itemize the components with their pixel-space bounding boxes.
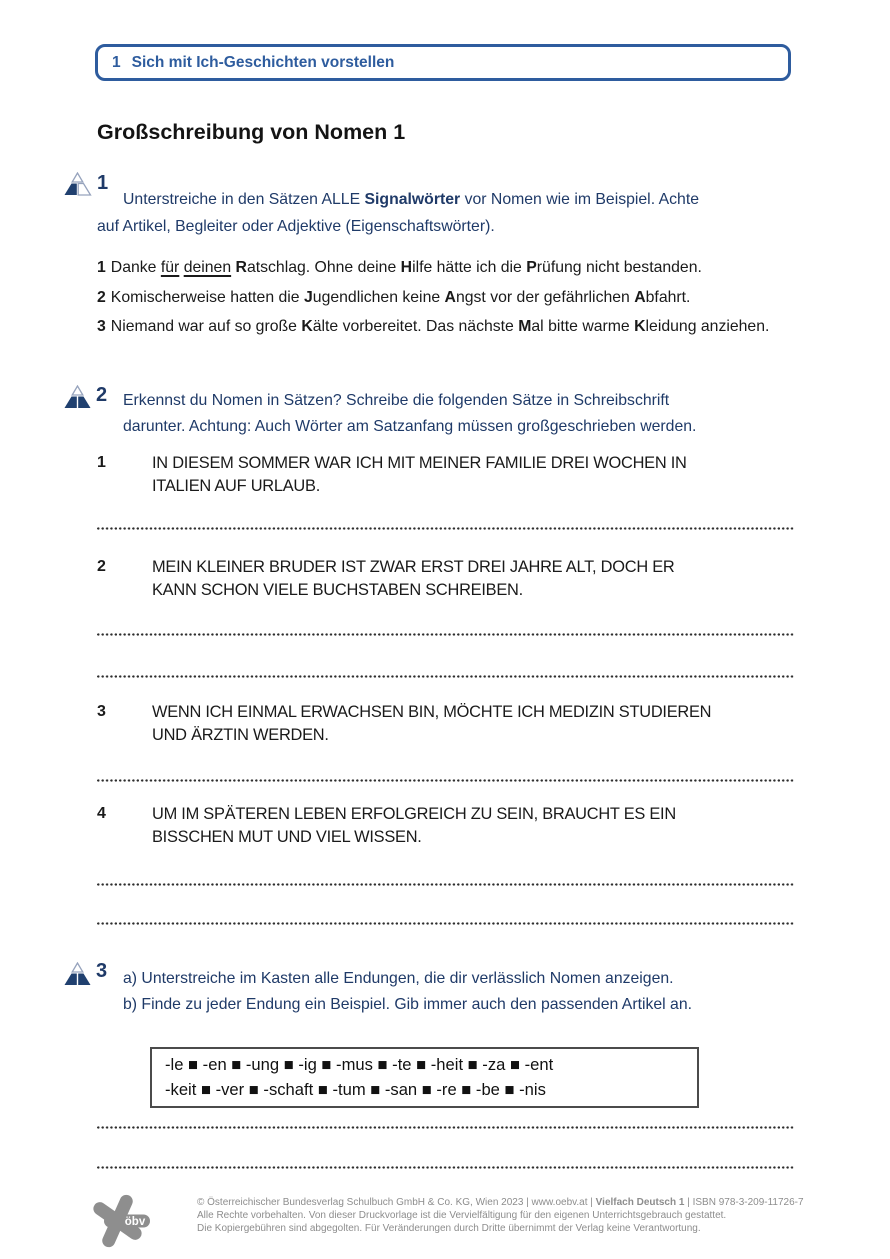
item-text-line: WENN ICH EINMAL ERWACHSEN BIN, MÖCHTE ICH MEDIZIN STUDIEREN — [152, 703, 712, 721]
item-text-line: IN DIESEM SOMMER WAR ICH MIT MEINER FAMILIE DREI WOCHEN IN — [152, 454, 687, 472]
task-1-instruction — [97, 186, 811, 240]
task-1-instruction-line-2: auf Artikel, Begleiter oder Adjektive (Eigenschaftswörter). — [97, 218, 495, 235]
oebv-logo — [90, 1190, 152, 1252]
task-3-number: 3 — [96, 960, 108, 982]
oebv-logo-text: öbv — [124, 1216, 146, 1228]
answer-line — [97, 527, 794, 530]
sentence-text: Komischerweise hatten die Jugendlichen keine Angst vor der gefährlichen Abfahrt. — [110, 288, 691, 306]
item-number: 3 — [97, 703, 106, 720]
sentence-number: 2 — [97, 288, 106, 306]
task-2-instruction-line-1: Erkennst du Nomen in Sätzen? Schreibe die folgenden Sätze in Schreibschrift — [123, 392, 670, 409]
sentence-number: 3 — [97, 318, 106, 335]
item-text — [152, 803, 676, 849]
task-3-instruction-line-b: b) Finde zu jeder Endung ein Beispiel. Gib immer auch den passenden Artikel an. — [123, 996, 693, 1013]
endings-line: -le ■ -en ■ -ung ■ -ig ■ -mus ■ -te ■ -heit ■ -za ■ -ent — [165, 1055, 554, 1074]
task-2-instruction — [123, 388, 813, 440]
item-number: 4 — [97, 805, 106, 822]
answer-line — [97, 1126, 794, 1129]
difficulty-pyramid-icon — [63, 962, 92, 986]
answer-line — [97, 883, 794, 886]
task-1-instruction-line-1: Unterstreiche in den Sätzen ALLE Signalwörter vor Nomen wie im Beispiel. Achte — [123, 191, 699, 208]
task-2-item — [97, 803, 807, 849]
task-1-number: 1 — [97, 172, 109, 194]
page-title: Großschreibung von Nomen 1 — [97, 120, 406, 144]
item-text — [152, 452, 687, 498]
footer-line-3: Die Kopiergebühren sind abgegolten. Für Veränderungen durch Dritte übernimmt der Verlag keine Verantwortung. — [197, 1223, 701, 1234]
item-text-line: KANN SCHON VIELE BUCHSTABEN SCHREIBEN. — [152, 581, 523, 599]
answer-line — [97, 675, 794, 678]
chapter-title: Sich mit Ich-Geschichten vorstellen — [131, 53, 395, 71]
endings-box — [150, 1047, 699, 1108]
task-1-sentence — [97, 312, 805, 342]
task-3-instruction — [123, 966, 813, 1018]
item-text — [152, 556, 674, 602]
chapter-number: 1 — [112, 53, 121, 71]
answer-line — [97, 779, 794, 782]
sentence-text: Danke für deinen Ratschlag. Ohne deine Hilfe hätte ich die Prüfung nicht bestanden. — [110, 259, 702, 276]
sentence-text: Niemand war auf so große Kälte vorbereitet. Das nächste Mal bitte warme Kleidung anziehen. — [110, 318, 770, 335]
difficulty-pyramid-icon — [63, 172, 92, 196]
answer-line — [97, 1166, 794, 1169]
item-number: 2 — [97, 558, 106, 575]
difficulty-pyramid-icon — [63, 385, 92, 409]
chapter-header — [95, 44, 791, 81]
task-2-item — [97, 701, 807, 747]
endings-line: -keit ■ -ver ■ -schaft ■ -tum ■ -san ■ -re ■ -be ■ -nis — [165, 1080, 546, 1099]
task-2-item — [97, 452, 807, 498]
task-2-instruction-line-2: darunter. Achtung: Auch Wörter am Satzanfang müssen großgeschrieben werden. — [123, 418, 697, 435]
item-text-line: UM IM SPÄTEREN LEBEN ERFOLGREICH ZU SEIN, BRAUCHT ES EIN — [152, 805, 676, 823]
item-text-line: BISSCHEN MUT UND VIEL WISSEN. — [152, 828, 422, 846]
item-text-line: UND ÄRZTIN WERDEN. — [152, 726, 329, 744]
task-1-sentence — [97, 253, 805, 283]
item-number: 1 — [97, 454, 106, 471]
task-2-item — [97, 556, 807, 602]
footer-line-2: Alle Rechte vorbehalten. Von dieser Druckvorlage ist die Vervielfältigung für den eigenen Unterrichtsgebrauch gestattet. — [197, 1210, 727, 1221]
task-3-instruction-line-a: a) Unterstreiche im Kasten alle Endungen, die dir verlässlich Nomen anzeigen. — [123, 970, 674, 987]
footer-line-1: © Österreichischer Bundesverlag Schulbuch GmbH & Co. KG, Wien 2023 | www.oebv.at | Vielfach Deutsch 1 | ISBN 978-3-209-11726-7 — [197, 1197, 804, 1208]
footer-imprint — [197, 1196, 837, 1235]
task-1-sentences — [97, 253, 805, 342]
item-text-line: MEIN KLEINER BRUDER IST ZWAR ERST DREI JAHRE ALT, DOCH ER — [152, 558, 675, 576]
task-1-sentence — [97, 283, 805, 313]
item-text — [152, 701, 711, 747]
answer-line — [97, 922, 794, 925]
sentence-number: 1 — [97, 259, 106, 276]
task-2-number: 2 — [96, 384, 108, 406]
answer-line — [97, 633, 794, 636]
item-text-line: ITALIEN AUF URLAUB. — [152, 477, 320, 495]
